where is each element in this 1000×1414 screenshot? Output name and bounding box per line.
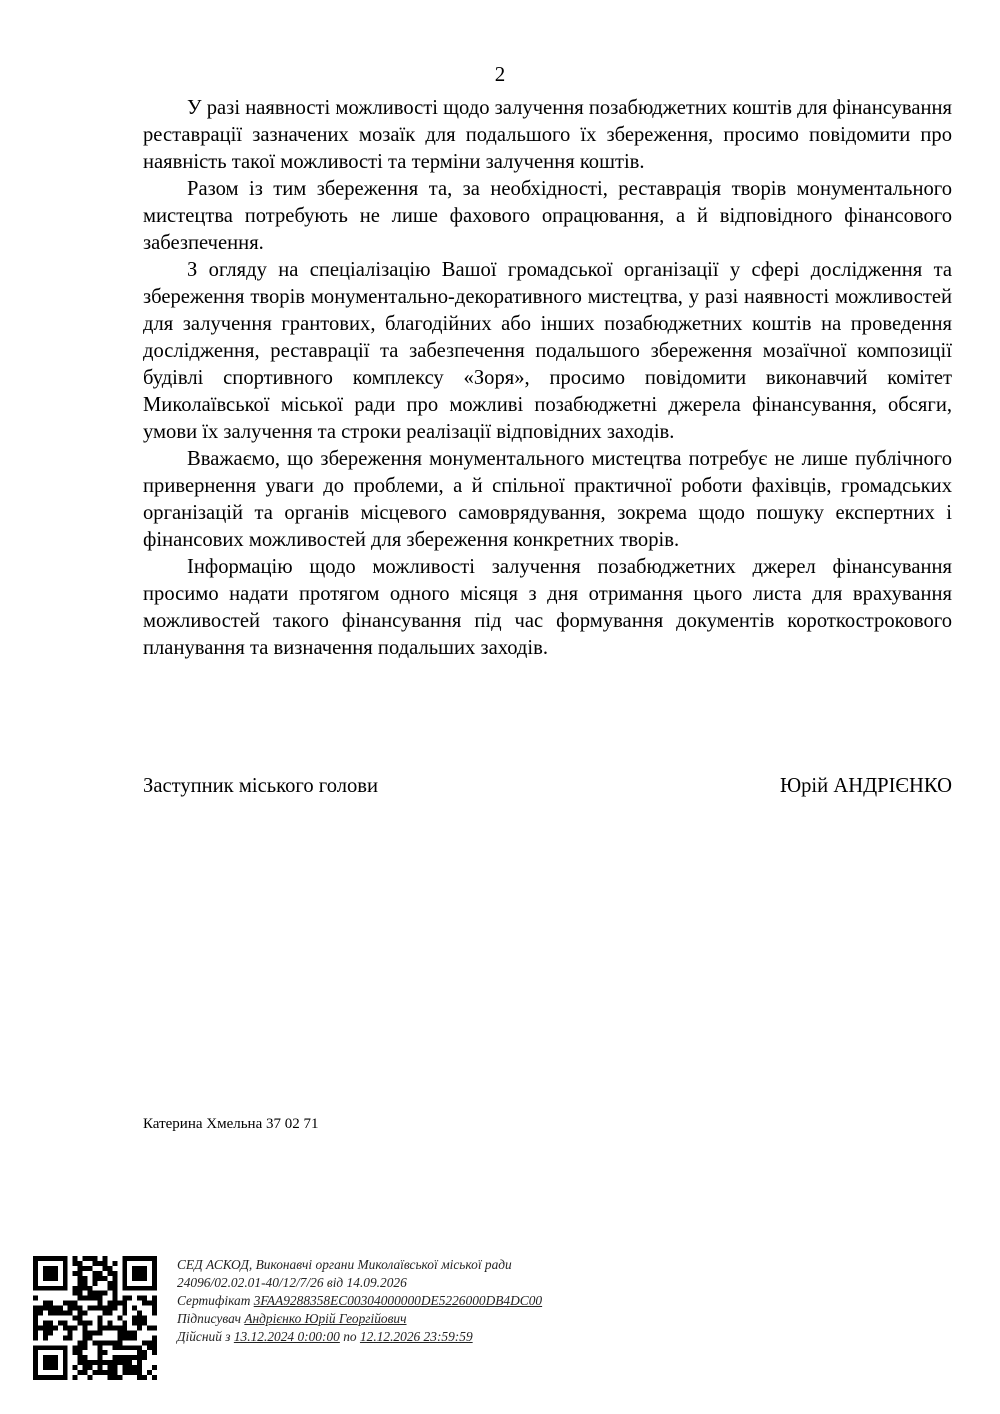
signer-name: Юрій АНДРІЄНКО [779, 775, 952, 797]
paragraph-1: У разі наявності можливості щодо залучення позабюджетних коштів для фінансування реставрації зазначених мозаїк для подальшого їх збереження, просимо повідомити про наявність такої можливості та терміни залучення коштів. [143, 97, 952, 173]
stamp-certificate: Сертифікат 3FAA9288358EC00304000000DE5226000DB4DC00 [177, 1293, 543, 1308]
paragraph-4: Вважаємо, що збереження монументального мистецтва потребує не лише публічного привернення уваги до проблеми, а й спільної практичної роботи фахівців, громадських організацій та органів місцевого самоврядування, зокрема щодо пошуку експертних і фінансових можливостей для збереження конкретних творів. [143, 448, 952, 551]
qr-code-icon [33, 1256, 157, 1380]
paragraph-3: З огляду на спеціалізацію Вашої громадської організації у сфері дослідження та збереження творів монументально-декоративного мистецтва, у разі наявності можливостей для залучення грантових, благодійних або інших позабюджетних коштів на проведення дослідження, реставрації та забезпечення подальшого збереження мозаїчної композиції будівлі спортивного комплексу «Зоря», просимо повідомити виконавчий комітет Миколаївської міської ради про можливі позабюджетні джерела фінансування, обсяги, умови їх залучення та строки реалізації відповідних заходів. [143, 259, 952, 443]
valid-from: 13.12.2024 0:00:00 [233, 1329, 340, 1344]
signature-block [143, 772, 952, 800]
letter-body [143, 95, 952, 662]
executor-contact: Катерина Хмельна 37 02 71 [143, 1116, 319, 1132]
page-number: 2 [494, 62, 506, 86]
stamp-validity: Дійсний з 13.12.2024 0:00:00 по 12.12.2026 23:59:59 [177, 1329, 473, 1344]
valid-to: 12.12.2026 23:59:59 [359, 1329, 473, 1344]
signer-position: Заступник міського голови [143, 775, 379, 797]
paragraph-5: Інформацію щодо можливості залучення позабюджетних джерел фінансування просимо надати протягом одного місяця з дня отримання цього листа для врахування можливостей такого фінансування під час формування документів короткострокового планування та визначення подальших заходів. [143, 556, 952, 659]
stamp-reg-number: 24096/02.02.01-40/12/7/26 від 14.09.2026 [177, 1275, 407, 1290]
paragraph-2: Разом із тим збереження та, за необхідності, реставрація творів монументального мистецтва потребують не лише фахового опрацювання, а й відповідного фінансового забезпечення. [143, 178, 952, 254]
signer-value: Андрієнко Юрій Георгійович [244, 1311, 407, 1326]
stamp-signer: Підписувач Андрієнко Юрій Георгійович [177, 1311, 407, 1326]
certificate-value: 3FAA9288358EC00304000000DE5226000DB4DC00 [253, 1293, 543, 1308]
electronic-signature-stamp [177, 1256, 542, 1346]
stamp-system: СЕД АСКОД, Виконавчі органи Миколаївської міської ради [177, 1257, 512, 1272]
